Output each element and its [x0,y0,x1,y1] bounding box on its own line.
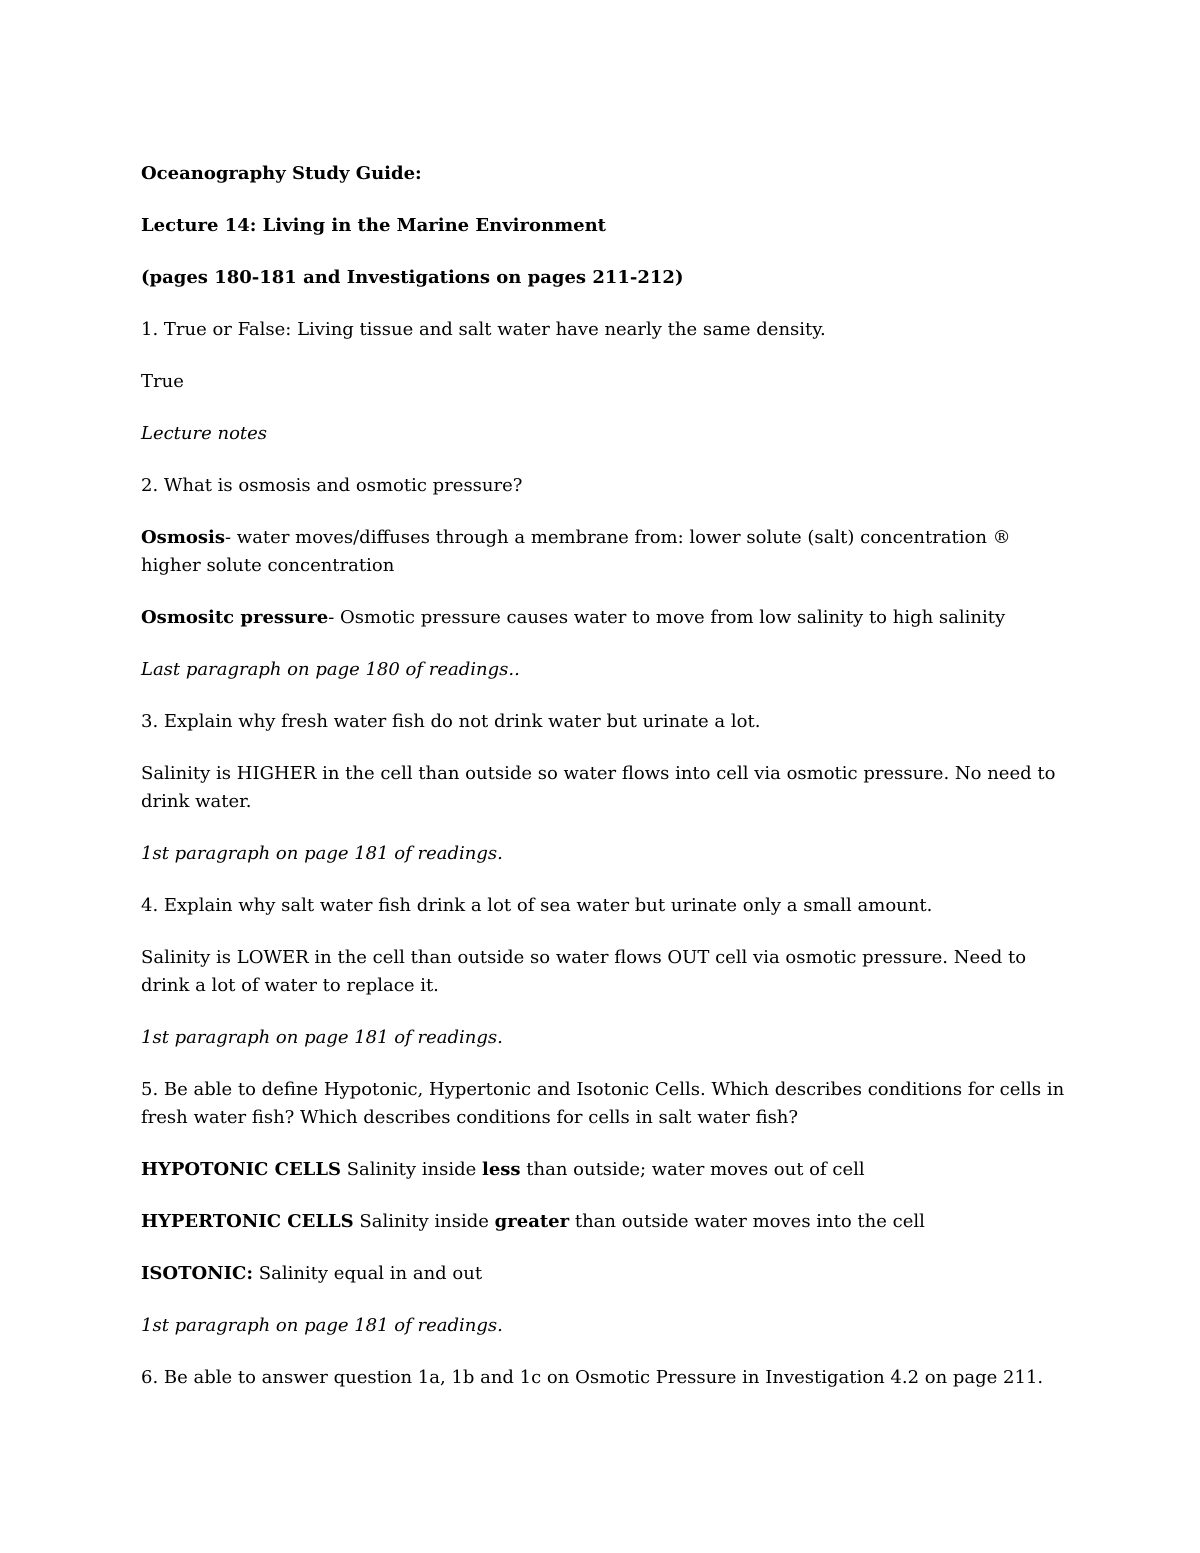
source-1: Lecture notes [141,423,268,444]
osmosis-text: - water moves/diffuses through a membrane from: lower solute (salt) concentration ® higher solute concentration [141,527,1011,576]
hypertonic-text-a: Salinity inside [353,1211,495,1232]
question-3: 3. Explain why fresh water fish do not drink water but urinate a lot. [141,711,761,732]
hypotonic-definition [141,1156,1071,1184]
question-4: 4. Explain why salt water fish drink a lot of sea water but urinate only a small amount. [141,895,933,916]
osmosis-term: Osmosis [141,527,225,548]
document-title: Oceanography Study Guide: [141,163,422,184]
answer-3: Salinity is HIGHER in the cell than outside so water flows into cell via osmotic pressure. No need to drink water. [141,763,1056,812]
lecture-heading: Lecture 14: Living in the Marine Environment [141,215,606,236]
osmotic-pressure-text: - Osmotic pressure causes water to move from low salinity to high salinity [328,607,1006,628]
osmotic-pressure-term: Osmositc pressure [141,607,329,628]
document-page [141,160,1071,1416]
hypertonic-emphasis: greater [494,1211,570,1232]
isotonic-term: ISOTONIC: [141,1263,254,1284]
question-5: 5. Be able to define Hypotonic, Hypertonic and Isotonic Cells. Which describes conditions for cells in fresh water fish? Which describes conditions for cells in salt water fish? [141,1079,1065,1128]
question-1: 1. True or False: Living tissue and salt water have nearly the same density. [141,319,826,340]
hypertonic-definition [141,1208,1071,1236]
hypotonic-term: HYPOTONIC CELLS [141,1159,341,1180]
source-4: 1st paragraph on page 181 of readings. [141,1027,503,1048]
source-2: Last paragraph on page 180 of readings.. [141,659,520,680]
question-2: 2. What is osmosis and osmotic pressure? [141,475,523,496]
pages-reference: (pages 180-181 and Investigations on pages 211-212) [141,267,684,288]
answer-1: True [141,371,184,392]
osmotic-pressure-definition [141,604,1071,632]
hypertonic-term: HYPERTONIC CELLS [141,1211,354,1232]
hypotonic-text-b: than outside; water moves out of cell [520,1159,865,1180]
answer-4: Salinity is LOWER in the cell than outside so water flows OUT cell via osmotic pressure. Need to drink a lot of water to replace it. [141,947,1027,996]
osmosis-definition [141,524,1071,580]
hypotonic-text-a: Salinity inside [340,1159,482,1180]
source-5: 1st paragraph on page 181 of readings. [141,1315,503,1336]
question-6: 6. Be able to answer question 1a, 1b and 1c on Osmotic Pressure in Investigation 4.2 on page 211. [141,1367,1044,1388]
isotonic-definition [141,1260,1071,1288]
hypertonic-text-b: than outside water moves into the cell [569,1211,925,1232]
source-3: 1st paragraph on page 181 of readings. [141,843,503,864]
isotonic-text: Salinity equal in and out [253,1263,483,1284]
hypotonic-emphasis: less [481,1159,521,1180]
